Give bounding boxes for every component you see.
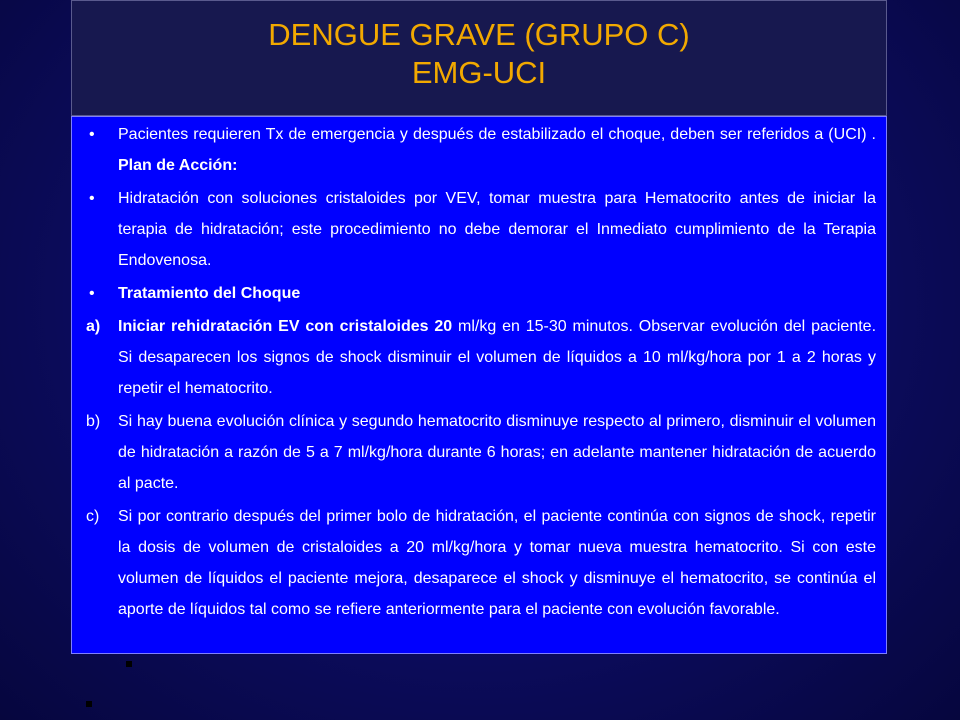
bullet-text (118, 119, 876, 181)
list-marker: b) (86, 413, 101, 430)
bullet-marker: • (89, 126, 95, 143)
list-text-body: ml/kg en 15-30 minutos. Observar evolución del paciente. Si desaparecen los signos de shock disminuir el volumen de líquidos a 10 ml/kg/hora por 1 a 2 horas y repetir el hematocrito. (118, 318, 877, 397)
bullet-item-shock-treatment-heading (82, 278, 876, 309)
stray-square-bullet (86, 701, 92, 707)
slide-title-line-2: EMG-UCI (411, 55, 547, 90)
list-item-c (82, 501, 876, 625)
list-text-bold-prefix: Iniciar rehidratación EV con cristaloides 20 (118, 318, 453, 335)
list-marker: c) (86, 508, 100, 525)
list-text: Si por contrario después del primer bolo de hidratación, el paciente continúa con signos de shock, repetir la dosis de volumen de cristaloides a 20 ml/kg/hora y tomar nueva muestra hematocrito. Si con este volumen de líquidos el paciente mejora, desaparece el shock y disminuye el hematocrito, se continúa el aporte de líquidos tal como se refiere anteriormente para el paciente con evolución favorable. (118, 508, 876, 618)
list-item-a (82, 311, 876, 404)
slide-title-box (71, 0, 887, 116)
slide-content-box (71, 116, 887, 654)
list-text (118, 311, 876, 404)
list-marker: a) (86, 318, 101, 335)
bullet-item-emergency-treatment (82, 119, 876, 181)
slide-title-line-1: DENGUE GRAVE (GRUPO C) (268, 17, 690, 52)
stray-square-bullet (126, 661, 132, 667)
bullet-text-heading: Tratamiento del Choque (118, 285, 301, 302)
list-text: Si hay buena evolución clínica y segundo hematocrito disminuye respecto al primero, disminuir el volumen de hidratación a razón de 5 a 7 ml/kg/hora durante 6 horas; en adelante mantener hidratación de acuerdo al pacte. (118, 413, 876, 492)
bullet-text: Hidratación con soluciones cristaloides por VEV, tomar muestra para Hematocrito antes de iniciar la terapia de hidratación; este procedimiento no debe demorar el Inmediato cumplimiento de la Terapia Endovenosa. (118, 190, 876, 269)
bullet-text-bold-suffix: Plan de Acción: (118, 157, 238, 174)
bullet-item-hydration (82, 183, 876, 276)
bullet-marker: • (89, 190, 95, 207)
list-item-b (82, 406, 876, 499)
bullet-text-body: Pacientes requieren Tx de emergencia y después de estabilizado el choque, deben ser referidos a (UCI) . (118, 126, 876, 143)
bullet-marker: • (89, 285, 95, 302)
